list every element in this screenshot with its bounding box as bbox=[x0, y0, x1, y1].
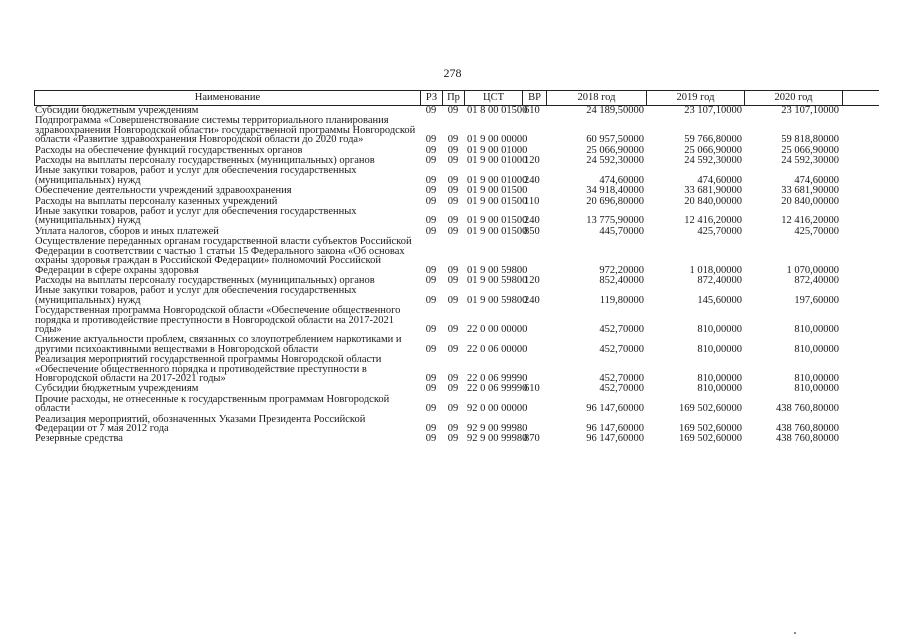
scan-speck bbox=[794, 632, 796, 634]
row-2020: 810,00000 bbox=[794, 323, 839, 335]
table-row bbox=[34, 237, 878, 276]
row-name: Иные закупки товаров, работ и услуг для обеспечения государственных (муниципальных) нужд bbox=[35, 285, 357, 306]
row-rz: 09 bbox=[425, 343, 437, 355]
header-vr: ВР bbox=[523, 91, 547, 105]
row-2019: 872,40000 bbox=[697, 274, 742, 286]
row-rz: 09 bbox=[425, 274, 437, 286]
header-name: Наименование bbox=[35, 91, 421, 105]
row-cst: 01 9 00 59800 bbox=[467, 274, 528, 286]
row-2018: 852,40000 bbox=[599, 274, 644, 286]
row-2020: 438 760,80000 bbox=[776, 423, 839, 434]
row-pr: 09 bbox=[447, 155, 459, 167]
row-rz: 09 bbox=[425, 185, 437, 197]
row-pr: 09 bbox=[447, 264, 459, 276]
row-name: Уплата налогов, сборов и иных платежей bbox=[35, 225, 219, 237]
row-pr: 09 bbox=[447, 105, 459, 116]
row-2018: 96 147,60000 bbox=[586, 423, 644, 434]
row-2018: 972,20000 bbox=[599, 264, 644, 276]
row-2019: 33 681,90000 bbox=[684, 185, 742, 197]
row-cst: 01 9 00 00000 bbox=[467, 134, 528, 146]
row-2020: 810,00000 bbox=[794, 372, 839, 384]
row-2020: 197,60000 bbox=[794, 294, 839, 306]
row-name: Резервные средства bbox=[35, 433, 123, 445]
row-2020: 810,00000 bbox=[794, 343, 839, 355]
row-2018: 13 775,90000 bbox=[586, 215, 644, 227]
row-vr: 870 bbox=[524, 433, 540, 445]
row-name: Подпрограмма «Совершенствование системы территориального планирования здравоохранения Новгородской области» государственной программы Новгородской области «Развитие здравоохранения Новгородской области до 2020 года» bbox=[35, 115, 416, 146]
row-name: Субсидии бюджетным учреждениям bbox=[35, 383, 199, 395]
row-rz: 09 bbox=[425, 195, 437, 207]
row-rz: 09 bbox=[425, 264, 437, 276]
row-2019: 145,60000 bbox=[697, 294, 742, 306]
row-rz: 09 bbox=[425, 433, 437, 445]
row-pr: 09 bbox=[447, 383, 459, 395]
row-2020: 474,60000 bbox=[794, 174, 839, 186]
row-cst: 22 0 00 00000 bbox=[467, 323, 528, 335]
row-pr: 09 bbox=[447, 423, 459, 434]
row-rz: 09 bbox=[425, 403, 437, 415]
row-2020: 12 416,20000 bbox=[781, 215, 839, 227]
row-2019: 810,00000 bbox=[697, 343, 742, 355]
table-row bbox=[34, 166, 878, 186]
row-2018: 452,70000 bbox=[599, 372, 644, 384]
row-rz: 09 bbox=[425, 225, 437, 237]
row-2018: 119,80000 bbox=[599, 294, 644, 306]
row-name: Обеспечение деятельности учреждений здравоохранения bbox=[35, 185, 292, 197]
row-rz: 09 bbox=[425, 174, 437, 186]
row-2018: 452,70000 bbox=[599, 343, 644, 355]
row-pr: 09 bbox=[447, 225, 459, 237]
row-2018: 474,60000 bbox=[599, 174, 644, 186]
row-2019: 25 066,90000 bbox=[684, 144, 742, 156]
header-pr: Пр bbox=[443, 91, 465, 105]
row-name: Реализация мероприятий государственной программы Новгородской области «Обеспечение общественного порядка и противодействие преступности в Новгородской области на 2017-2021 годы» bbox=[35, 354, 382, 384]
row-pr: 09 bbox=[447, 174, 459, 186]
row-vr: 240 bbox=[524, 174, 540, 186]
row-vr: 610 bbox=[524, 383, 540, 395]
row-name: Расходы на обеспечение функций государственных органов bbox=[35, 144, 303, 156]
row-cst: 92 9 00 99980 bbox=[467, 433, 528, 445]
row-pr: 09 bbox=[447, 294, 459, 306]
row-pr: 09 bbox=[447, 185, 459, 197]
row-cst: 01 9 00 01000 bbox=[467, 174, 528, 186]
row-2018: 60 957,50000 bbox=[586, 134, 644, 146]
row-cst: 22 0 06 00000 bbox=[467, 343, 528, 355]
row-cst: 01 9 00 01500 bbox=[467, 195, 528, 207]
row-2019: 810,00000 bbox=[697, 323, 742, 335]
row-name: Прочие расходы, не отнесенные к государственным программам Новгородской области bbox=[35, 393, 390, 415]
page-number: 278 bbox=[443, 66, 462, 80]
header-2018: 2018 год bbox=[547, 91, 647, 105]
row-name: Иные закупки товаров, работ и услуг для обеспечения государственных (муниципальных) нужд bbox=[35, 165, 357, 186]
row-2019: 425,70000 bbox=[697, 225, 742, 237]
row-2019: 810,00000 bbox=[697, 383, 742, 395]
row-rz: 09 bbox=[425, 294, 437, 306]
row-name: Осуществление переданных органам государственной власти субъектов Российской Федерации в соответствии с частью 1 статьи 15 Федерального закона «Об основах охраны здоровья граждан в Российской Федерации» полномочий Российской Федерации в сфере охраны здоровья bbox=[35, 236, 412, 276]
row-cst: 01 9 00 01000 bbox=[467, 144, 528, 156]
table-row bbox=[34, 207, 878, 227]
row-rz: 09 bbox=[425, 423, 437, 434]
row-cst: 01 9 00 01000 bbox=[467, 155, 528, 167]
header-2020: 2020 год bbox=[745, 91, 843, 105]
row-2020: 25 066,90000 bbox=[781, 144, 839, 156]
row-2019: 20 840,00000 bbox=[684, 195, 742, 207]
table-row bbox=[34, 116, 878, 145]
row-cst: 92 0 00 00000 bbox=[467, 403, 528, 415]
row-vr: 850 bbox=[524, 225, 540, 237]
row-2020: 33 681,90000 bbox=[781, 185, 839, 197]
row-2020: 1 070,00000 bbox=[786, 264, 839, 276]
table-row bbox=[34, 306, 878, 335]
row-vr: 110 bbox=[524, 195, 540, 207]
row-pr: 09 bbox=[447, 215, 459, 227]
row-2019: 24 592,30000 bbox=[684, 155, 742, 167]
table-header bbox=[34, 90, 879, 106]
row-name: Расходы на выплаты персоналу государственных (муниципальных) органов bbox=[35, 274, 375, 286]
row-rz: 09 bbox=[425, 323, 437, 335]
row-vr: 240 bbox=[524, 294, 540, 306]
row-2019: 23 107,10000 bbox=[684, 105, 742, 116]
row-rz: 09 bbox=[425, 134, 437, 146]
row-pr: 09 bbox=[447, 403, 459, 415]
row-2019: 810,00000 bbox=[697, 372, 742, 384]
table-row bbox=[34, 355, 878, 384]
row-2018: 452,70000 bbox=[599, 383, 644, 395]
row-2020: 438 760,80000 bbox=[776, 433, 839, 445]
row-cst: 22 0 06 99990 bbox=[467, 372, 528, 384]
row-2020: 24 592,30000 bbox=[781, 155, 839, 167]
row-2018: 34 918,40000 bbox=[586, 185, 644, 197]
row-vr: 610 bbox=[524, 105, 540, 116]
row-vr: 240 bbox=[524, 215, 540, 227]
row-vr: 120 bbox=[524, 155, 540, 167]
row-name: Снижение актуальности проблем, связанных со злоупотреблением наркотиками и другими психоактивными веществами в Новгородской области bbox=[35, 334, 402, 355]
row-cst: 22 0 06 99990 bbox=[467, 383, 528, 395]
header-cst: ЦСТ bbox=[465, 91, 523, 105]
row-name: Расходы на выплаты персоналу государственных (муниципальных) органов bbox=[35, 155, 375, 167]
row-rz: 09 bbox=[425, 105, 437, 116]
row-2018: 20 696,80000 bbox=[586, 195, 644, 207]
row-name: Реализация мероприятий, обозначенных Указами Президента Российской Федерации от 7 мая 2012 года bbox=[35, 413, 366, 434]
row-pr: 09 bbox=[447, 274, 459, 286]
row-name: Иные закупки товаров, работ и услуг для обеспечения государственных (муниципальных) нужд bbox=[35, 206, 357, 227]
row-rz: 09 bbox=[425, 372, 437, 384]
row-cst: 01 9 00 01500 bbox=[467, 185, 528, 197]
row-rz: 09 bbox=[425, 383, 437, 395]
row-rz: 09 bbox=[425, 215, 437, 227]
row-cst: 92 9 00 99980 bbox=[467, 423, 528, 434]
row-pr: 09 bbox=[447, 144, 459, 156]
row-2019: 1 018,00000 bbox=[689, 264, 742, 276]
row-pr: 09 bbox=[447, 372, 459, 384]
row-rz: 09 bbox=[425, 144, 437, 156]
row-pr: 09 bbox=[447, 195, 459, 207]
row-cst: 01 9 00 59800 bbox=[467, 264, 528, 276]
row-2018: 24 592,30000 bbox=[586, 155, 644, 167]
row-2020: 425,70000 bbox=[794, 225, 839, 237]
row-2018: 445,70000 bbox=[599, 225, 644, 237]
row-rz: 09 bbox=[425, 155, 437, 167]
header-rz: РЗ bbox=[421, 91, 443, 105]
row-2019: 169 502,60000 bbox=[679, 423, 742, 434]
row-2018: 24 189,50000 bbox=[586, 105, 644, 116]
row-2019: 12 416,20000 bbox=[684, 215, 742, 227]
row-2020: 59 818,80000 bbox=[781, 134, 839, 146]
row-pr: 09 bbox=[447, 134, 459, 146]
row-cst: 01 9 00 01500 bbox=[467, 215, 528, 227]
row-2020: 438 760,80000 bbox=[776, 403, 839, 415]
row-name: Государственная программа Новгородской области «Обеспечение общественного порядка и противодействие преступности в Новгородской области на 2017-2021 годы» bbox=[35, 305, 401, 335]
row-2020: 20 840,00000 bbox=[781, 195, 839, 207]
table-row bbox=[34, 395, 878, 415]
row-2018: 96 147,60000 bbox=[586, 403, 644, 415]
row-2018: 452,70000 bbox=[599, 323, 644, 335]
row-2019: 169 502,60000 bbox=[679, 433, 742, 445]
table-row bbox=[34, 415, 878, 435]
row-name: Расходы на выплаты персоналу казенных учреждений bbox=[35, 195, 278, 207]
table-body bbox=[34, 106, 878, 445]
row-2020: 23 107,10000 bbox=[781, 105, 839, 116]
header-2019: 2019 год bbox=[647, 91, 745, 105]
row-2020: 872,40000 bbox=[794, 274, 839, 286]
row-pr: 09 bbox=[447, 343, 459, 355]
row-2019: 169 502,60000 bbox=[679, 403, 742, 415]
row-2018: 96 147,60000 bbox=[586, 433, 644, 445]
row-cst: 01 9 00 01500 bbox=[467, 225, 528, 237]
row-2018: 25 066,90000 bbox=[586, 144, 644, 156]
row-2019: 474,60000 bbox=[697, 174, 742, 186]
row-name: Субсидии бюджетным учреждениям bbox=[35, 105, 199, 116]
row-cst: 01 8 00 01500 bbox=[467, 105, 528, 116]
row-vr: 120 bbox=[524, 274, 540, 286]
row-cst: 01 9 00 59800 bbox=[467, 294, 528, 306]
row-pr: 09 bbox=[447, 433, 459, 445]
table-row bbox=[34, 434, 878, 444]
row-2019: 59 766,80000 bbox=[684, 134, 742, 146]
row-2020: 810,00000 bbox=[794, 383, 839, 395]
table-row bbox=[34, 286, 878, 306]
table-row bbox=[34, 335, 878, 355]
row-pr: 09 bbox=[447, 323, 459, 335]
